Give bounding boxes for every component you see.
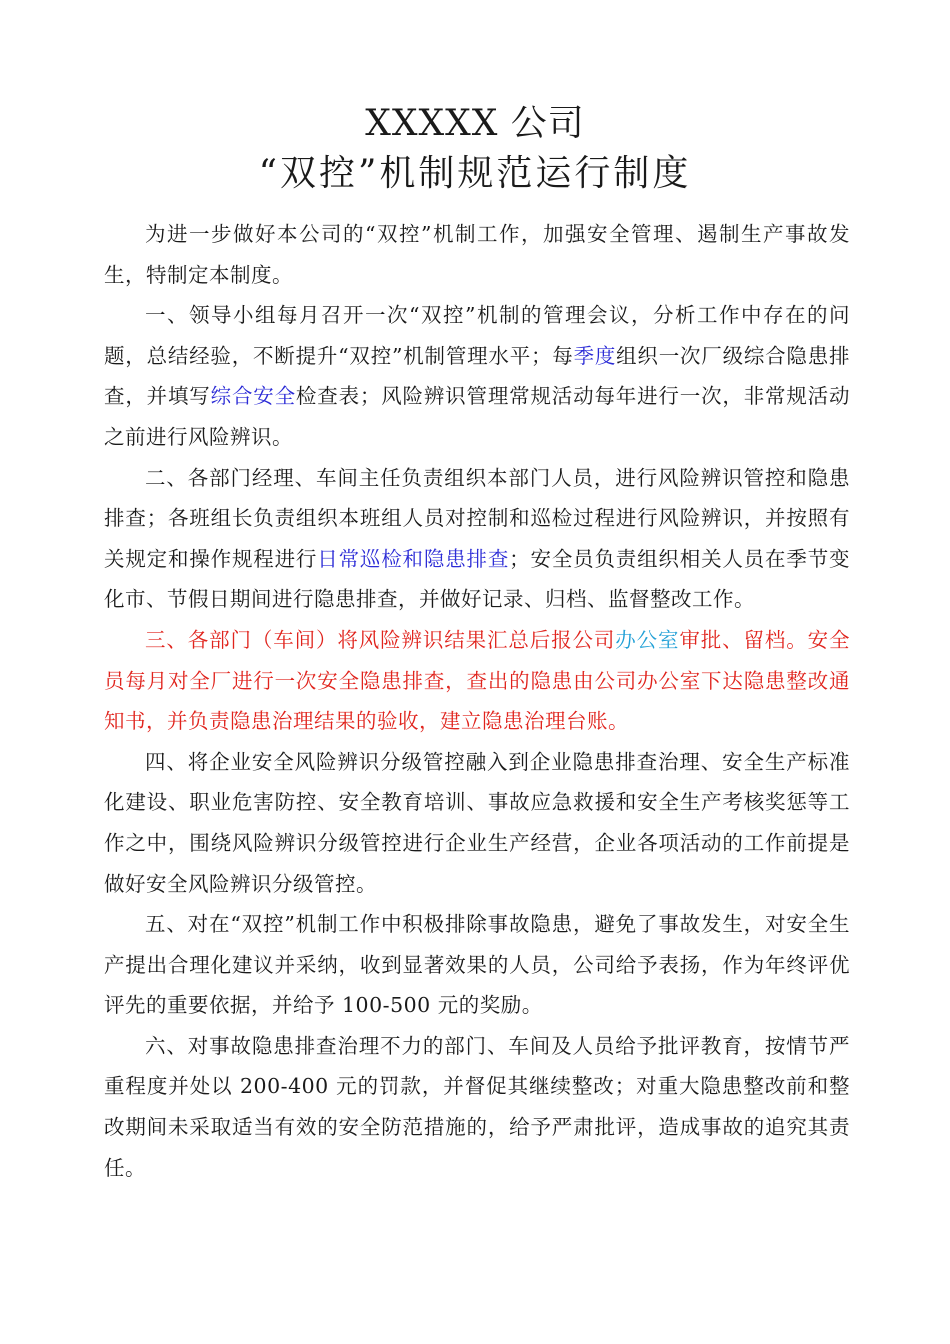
paragraph-intro: 为进一步做好本公司的“双控”机制工作，加强安全管理、遏制生产事故发生，特制定本制度。 xyxy=(104,222,850,287)
company-title: XXXXX 公司 xyxy=(365,103,585,144)
paragraph-5: 五、对在“双控”机制工作中积极排除事故隐患，避免了事故发生，对安全生产提出合理化建议并采纳，收到显著效果的人员，公司给予表扬，作为年终评优评先的重要依据，并给予 100-500 元的奖励。 xyxy=(104,912,850,1018)
document-title: “双控”机制规范运行制度 xyxy=(258,153,692,194)
paragraph-1-text-e: 检查表；风险辨识管理常规活动每年进行一次，非常规活动之前进行风险辨识。 xyxy=(104,384,851,449)
paragraph-1-highlight-safety: 综合安全 xyxy=(210,384,296,409)
paragraph-1-text-a: 一、领导小组每月召开一次“双控”机制的管理会议，分析工作中存在的问题，总结经验，不断提升“双控”机制管理水平；每 xyxy=(104,303,850,368)
paragraph-3-text-c: 审批、留档。安全员每月对全厂进行一次安全隐患排查，查出的隐患由公司办公室下达隐患整改通知书，并负责隐患治理结果的验收，建立隐患治理台账。 xyxy=(104,627,850,734)
paragraph-1 xyxy=(104,295,850,457)
document-body xyxy=(104,214,850,1188)
paragraph-1-text-c: 组织一次厂级综合隐患排查，并填写 xyxy=(104,343,851,409)
paragraph-1-highlight-quarter: 季度 xyxy=(573,343,617,368)
paragraph-3-highlight-office: 办公室 xyxy=(615,627,680,652)
paragraph-2-highlight-inspection: 日常巡检和隐患排查 xyxy=(317,546,510,571)
paragraph-4: 四、将企业安全风险辨识分级管控融入到企业隐患排查治理、安全生产标准化建设、职业危害防控、安全教育培训、事故应急救援和安全生产考核奖惩等工作之中，围绕风险辨识分级管控进行企业生产经营，企业各项活动的工作前提是做好安全风险辨识分级管控。 xyxy=(104,749,850,896)
paragraph-2-text-c: ；安全员负责组织相关人员在季节变化市、节假日期间进行隐患排查，并做好记录、归档、监督整改工作。 xyxy=(104,546,851,612)
paragraph-3 xyxy=(104,620,850,742)
paragraph-2 xyxy=(104,458,850,620)
paragraph-2-text-a: 二、各部门经理、车间主任负责组织本部门人员，进行风险辨识管控和隐患排查；各班组长负责组织本班组人员对控制和巡检过程进行风险辨识，并按照有关规定和操作规程进行 xyxy=(104,465,850,571)
paragraph-3-text-a: 三、各部门（车间）将风险辨识结果汇总后报公司 xyxy=(145,627,616,652)
paragraph-6: 六、对事故隐患排查治理不力的部门、车间及人员给予批评教育，按情节严重程度并处以 200-400 元的罚款，并督促其继续整改；对重大隐患整改前和整改期间未采取适当有效的安全防范措施的，给予严肃批评，造成事故的追究其责任。 xyxy=(104,1033,850,1180)
